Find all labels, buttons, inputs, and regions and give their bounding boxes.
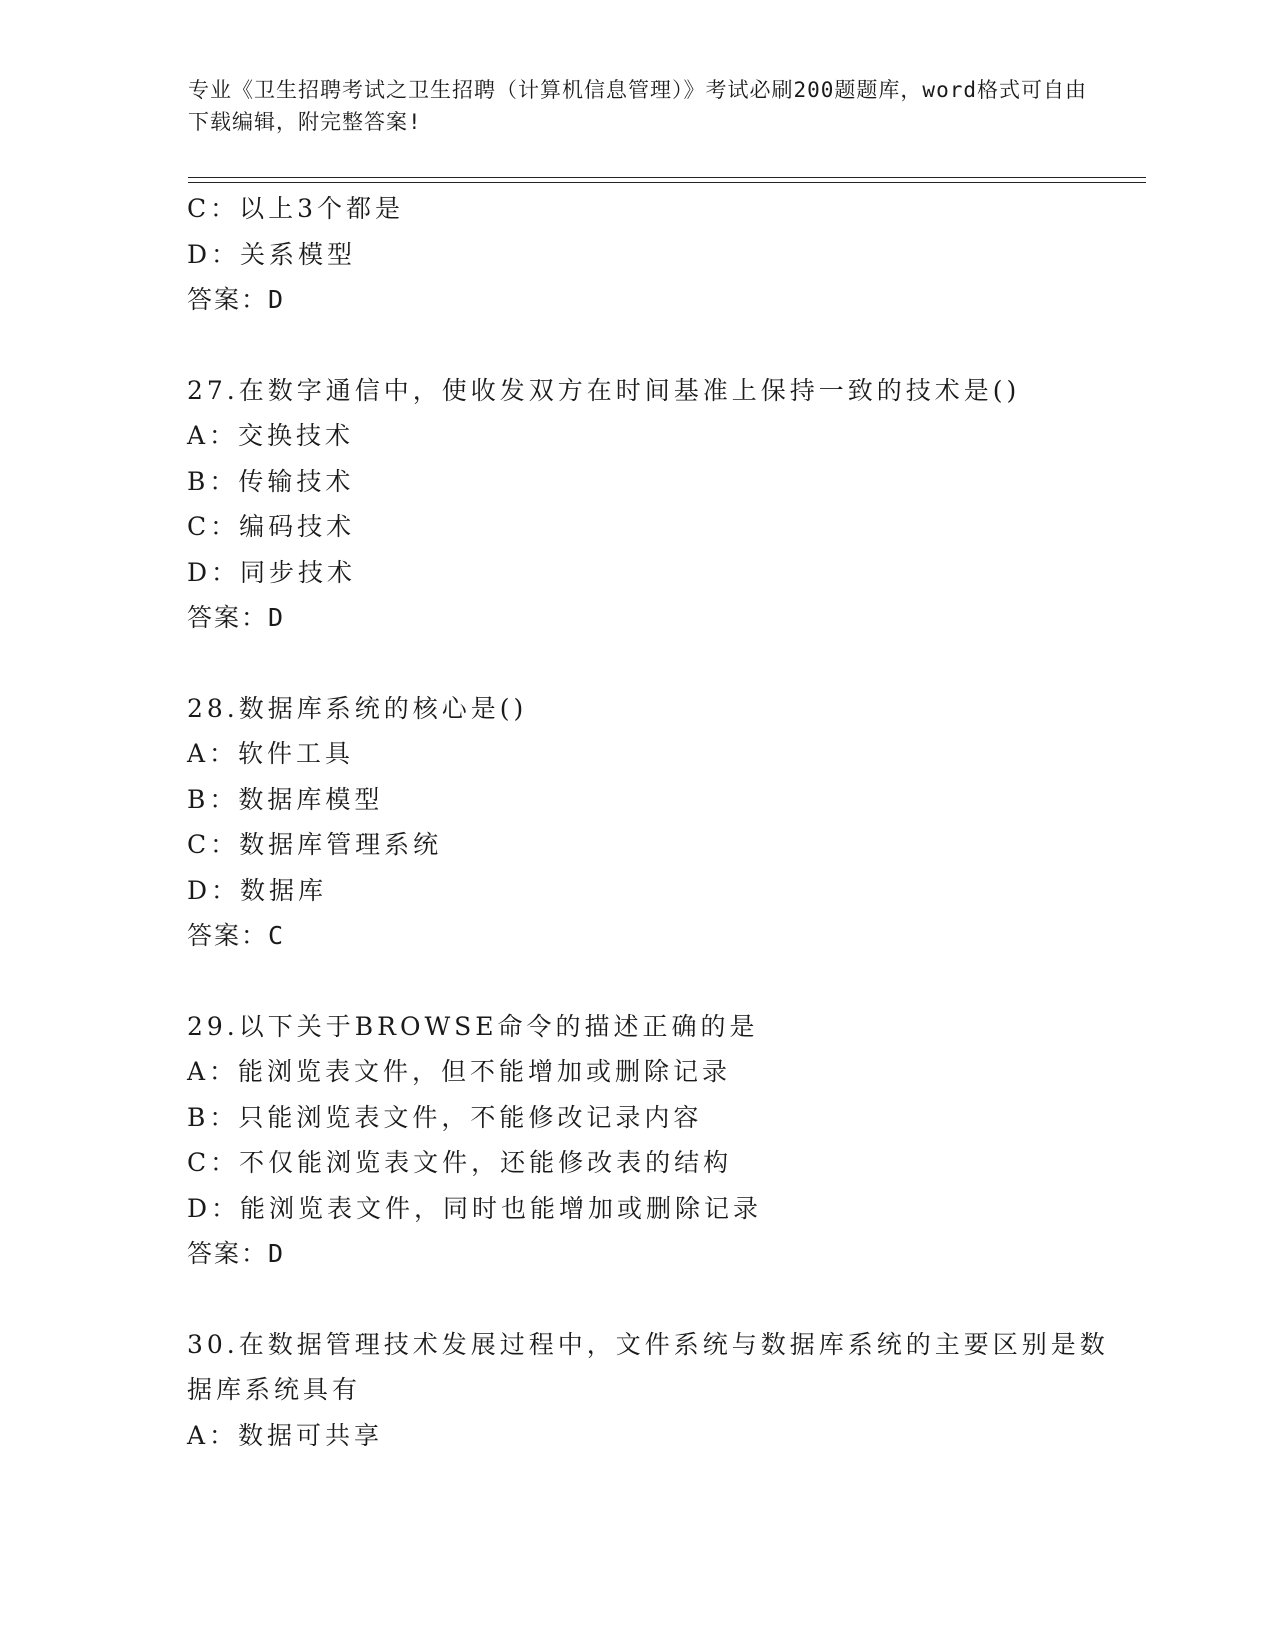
answer: 答案：C xyxy=(187,921,286,950)
question-27 xyxy=(187,368,1127,641)
document-body xyxy=(187,186,1127,1458)
answer: 答案：D xyxy=(187,285,286,314)
answer: 答案：D xyxy=(187,603,286,632)
option-d: D：能浏览表文件，同时也能增加或删除记录 xyxy=(187,1193,763,1223)
option-c: C：编码技术 xyxy=(187,512,356,541)
option-d: D：数据库 xyxy=(187,875,328,905)
option-c: C：以上3个都是 xyxy=(187,194,405,223)
question-28 xyxy=(187,686,1127,959)
option-d: D：同步技术 xyxy=(187,557,357,587)
question-30 xyxy=(187,1322,1127,1459)
header-rule-top xyxy=(188,177,1146,178)
header-rule-bottom xyxy=(188,182,1146,183)
question-29 xyxy=(187,1004,1127,1277)
option-b: B：数据库模型 xyxy=(187,784,384,814)
answer: 答案：D xyxy=(187,1239,286,1268)
document-header: 专业《卫生招聘考试之卫生招聘（计算机信息管理）》考试必刷200题题库，word格式可自由下载编辑，附完整答案! xyxy=(188,78,1087,134)
option-b: B：传输技术 xyxy=(187,466,355,496)
option-d: D：关系模型 xyxy=(187,239,357,269)
option-a: A：软件工具 xyxy=(187,739,355,768)
option-a: A：数据可共享 xyxy=(187,1420,384,1450)
option-b: B：只能浏览表文件，不能修改记录内容 xyxy=(187,1102,703,1132)
question-stem: 29.以下关于BROWSE命令的描述正确的是 xyxy=(187,1011,759,1041)
option-a: A：交换技术 xyxy=(187,421,355,450)
question-fragment xyxy=(187,186,1127,323)
option-c: C：数据库管理系统 xyxy=(187,830,443,859)
option-a: A：能浏览表文件，但不能增加或删除记录 xyxy=(187,1057,732,1086)
question-stem: 30.在数据管理技术发展过程中，文件系统与数据库系统的主要区别是数据库系统具有 xyxy=(187,1329,1109,1404)
question-stem: 27.在数字通信中，使收发双方在时间基准上保持一致的技术是() xyxy=(187,375,1021,405)
question-stem: 28.数据库系统的核心是() xyxy=(187,693,528,723)
option-c: C：不仅能浏览表文件，还能修改表的结构 xyxy=(187,1148,733,1177)
